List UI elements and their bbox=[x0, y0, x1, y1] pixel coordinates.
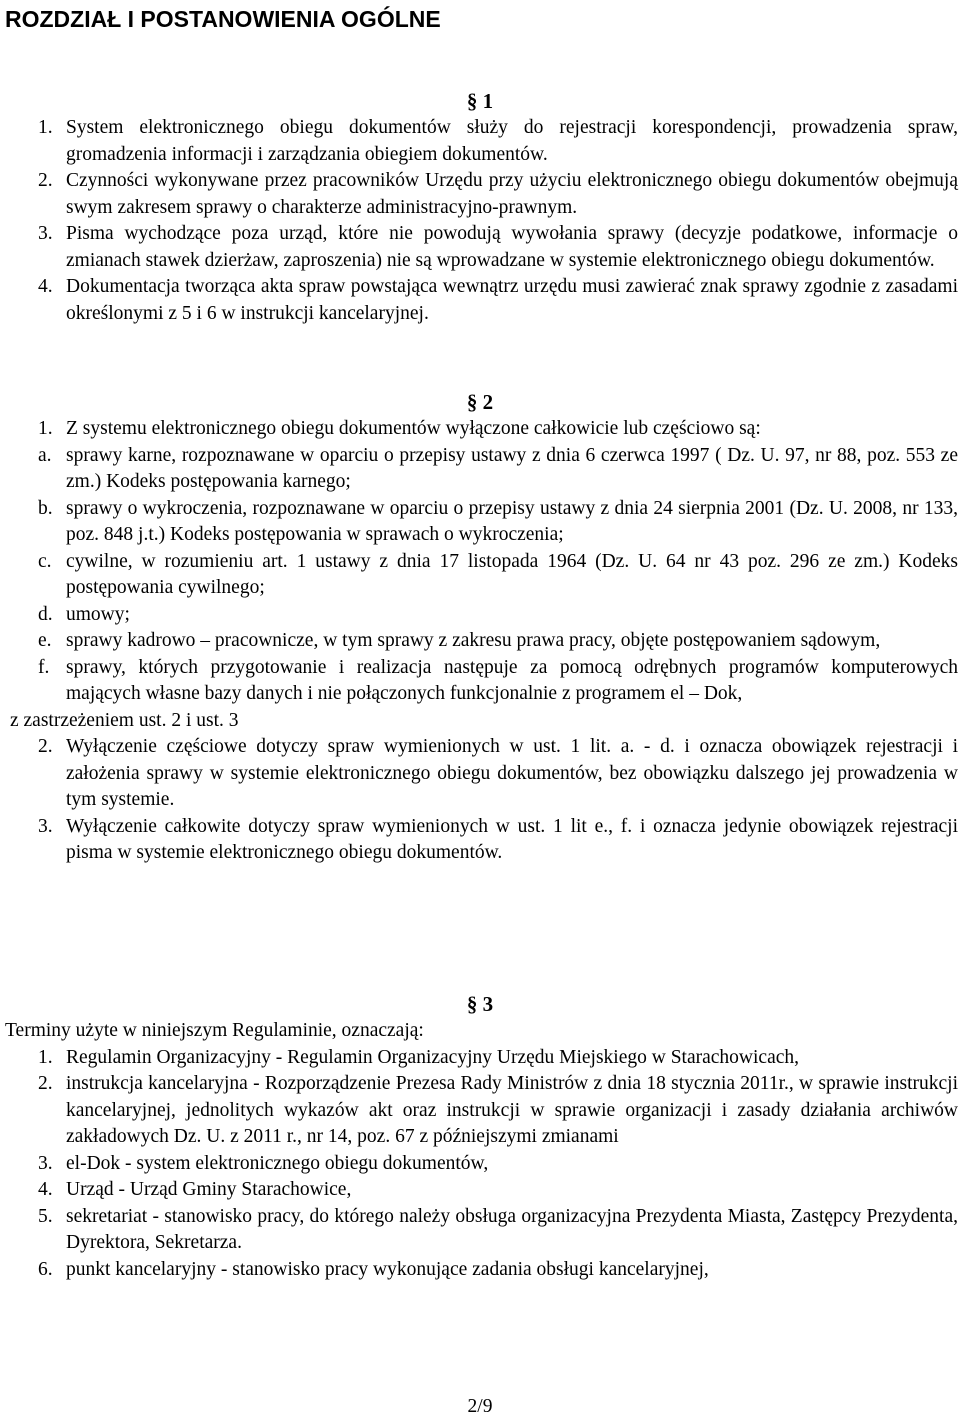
list-item bbox=[10, 115, 958, 168]
item-text: umowy; bbox=[66, 603, 130, 625]
item-text: punkt kancelaryjny - stanowisko pracy wykonujące zadania obsługi kancelaryjnej, bbox=[66, 1258, 709, 1280]
item-number: 3. bbox=[38, 1152, 53, 1174]
item-text: sprawy karne, rozpoznawane w oparciu o przepisy ustawy z dnia 6 czerwca 1997 ( Dz. U. 97, nr 88, poz. 553 ze zm.) Kodeks postępowania karnego; bbox=[66, 444, 958, 492]
item-text: Regulamin Organizacyjny - Regulamin Organizacyjny Urzędu Miejskiego w Starachowicach, bbox=[66, 1046, 800, 1068]
section-intro: Terminy użyte w niniejszym Regulaminie, oznaczają: bbox=[5, 1020, 424, 1041]
letter-item bbox=[10, 496, 958, 549]
item-number: 3. bbox=[38, 223, 53, 244]
item-number: 3. bbox=[38, 815, 53, 837]
letter-item bbox=[10, 443, 958, 496]
letter-item bbox=[10, 628, 958, 655]
list-item bbox=[10, 814, 958, 867]
item-text: Wyłączenie częściowe dotyczy spraw wymienionych w ust. 1 lit. a. - d. i oznacza obowiązek rejestracji i założenia sprawy w systemie elektronicznego obiegu dokumentów, bez obowiązku dalszego jej prowadzenia w tym systemie. bbox=[66, 736, 958, 810]
section-3-body bbox=[5, 1018, 958, 1283]
item-text: Czynności wykonywane przez pracowników Urzędu przy użyciu elektronicznego obiegu dokumentów obejmują swym zakresem sprawy o charakterze administracyjno-prawnym. bbox=[66, 170, 958, 218]
item-number: 2. bbox=[38, 736, 53, 757]
list-item bbox=[5, 1177, 958, 1204]
item-text: Pisma wychodzące poza urząd, które nie powodują wywołania sprawy (decyzje podatkowe, informacje o zmianach stawek dzierżaw, zaproszenia) nie są wprowadzane w systemie elektronicznego obiegu dokumentów. bbox=[66, 223, 958, 271]
item-text: el-Dok - system elektronicznego obiegu dokumentów, bbox=[66, 1152, 489, 1174]
item-number: 1. bbox=[38, 117, 53, 138]
list-item bbox=[10, 274, 958, 327]
list-item bbox=[10, 221, 958, 274]
item-text: sprawy kadrowo – pracownicze, w tym sprawy z zakresu prawa pracy, objęte postępowaniem sądowym, bbox=[66, 630, 881, 651]
item-number: 1. bbox=[38, 1046, 53, 1068]
list-item bbox=[10, 168, 958, 221]
item-letter: f. bbox=[38, 656, 50, 678]
item-letter: d. bbox=[38, 603, 53, 625]
item-number: 2. bbox=[38, 170, 53, 191]
chapter-title: ROZDZIAŁ I POSTANOWIENIA OGÓLNE bbox=[5, 6, 441, 32]
item-letter: c. bbox=[38, 550, 52, 572]
item-letter: b. bbox=[38, 497, 53, 519]
reservation-note: z zastrzeżeniem ust. 2 i ust. 3 bbox=[10, 709, 239, 731]
item-text: sprawy o wykroczenia, rozpoznawane w oparciu o przepisy ustawy z dnia 24 sierpnia 2001 (Dz. U. 2008, nr 133, poz. 848 j.t.) Kodeks postępowania w sprawach o wykroczenia; bbox=[66, 497, 958, 545]
letter-item bbox=[10, 655, 958, 708]
item-text: sprawy, których przygotowanie i realizacja następuje za pomocą odrębnych programów komputerowych mających własne bazy danych i nie połączonych funkcjonalnie z programem el – Dok, bbox=[66, 656, 958, 704]
item-text: sekretariat - stanowisko pracy, do którego należy obsługa organizacyjna Prezydenta Miasta, Zastępcy Prezydenta, Dyrektora, Sekretarza. bbox=[66, 1205, 958, 1253]
list-item bbox=[5, 1204, 958, 1257]
list-item bbox=[10, 416, 958, 443]
item-number: 2. bbox=[38, 1073, 53, 1094]
item-number: 1. bbox=[38, 418, 53, 439]
item-text: Dokumentacja tworząca akta spraw powstająca wewnątrz urzędu musi zawierać znak sprawy zgodnie z zasadami określonymi z 5 i 6 w instrukcji kancelaryjnej. bbox=[66, 276, 958, 324]
list-item bbox=[5, 1151, 958, 1178]
item-text: cywilne, w rozumieniu art. 1 ustawy z dnia 17 listopada 1964 (Dz. U. 64 nr 43 poz. 296 ze zm.) Kodeks postępowania cywilnego; bbox=[66, 550, 958, 598]
section-2-body bbox=[10, 416, 958, 867]
item-text: Urząd - Urząd Gminy Starachowice, bbox=[66, 1179, 352, 1200]
section-heading-1: § 1 bbox=[466, 89, 494, 113]
list-item bbox=[5, 1257, 958, 1284]
item-number: 5. bbox=[38, 1205, 53, 1227]
list-item bbox=[5, 1045, 958, 1072]
page-number: 2/9 bbox=[467, 1396, 493, 1417]
letter-item bbox=[10, 549, 958, 602]
section-heading-2: § 2 bbox=[466, 390, 494, 414]
item-text: Z systemu elektronicznego obiegu dokumentów wyłączone całkowicie lub częściowo są: bbox=[66, 418, 761, 439]
letter-item bbox=[10, 602, 958, 629]
section-heading-3: § 3 bbox=[466, 992, 494, 1016]
item-text: Wyłączenie całkowite dotyczy spraw wymienionych w ust. 1 lit e., f. i oznacza jedynie obowiązek rejestracji pisma w systemie elektronicznego obiegu dokumentów. bbox=[66, 815, 958, 863]
item-letter: a. bbox=[38, 444, 52, 466]
item-number: 6. bbox=[38, 1258, 53, 1280]
section-1-body bbox=[10, 115, 958, 327]
list-item bbox=[5, 1071, 958, 1151]
list-item bbox=[10, 734, 958, 814]
item-text: System elektronicznego obiegu dokumentów służy do rejestracji korespondencji, prowadzenia spraw, gromadzenia informacji i zarządzania obiegiem dokumentów. bbox=[66, 117, 958, 165]
item-letter: e. bbox=[38, 630, 52, 651]
item-text: instrukcja kancelaryjna - Rozporządzenie Prezesa Rady Ministrów z dnia 18 stycznia 2011r., w sprawie instrukcji kancelaryjnej, jednolitych wykazów akt oraz instrukcji w sprawie organizacji i zasady działania archiwów zakładowych Dz. U. z 2011 r., nr 14, poz. 67 z późniejszymi zmianami bbox=[66, 1073, 958, 1147]
item-number: 4. bbox=[38, 276, 53, 297]
item-number: 4. bbox=[38, 1179, 53, 1200]
